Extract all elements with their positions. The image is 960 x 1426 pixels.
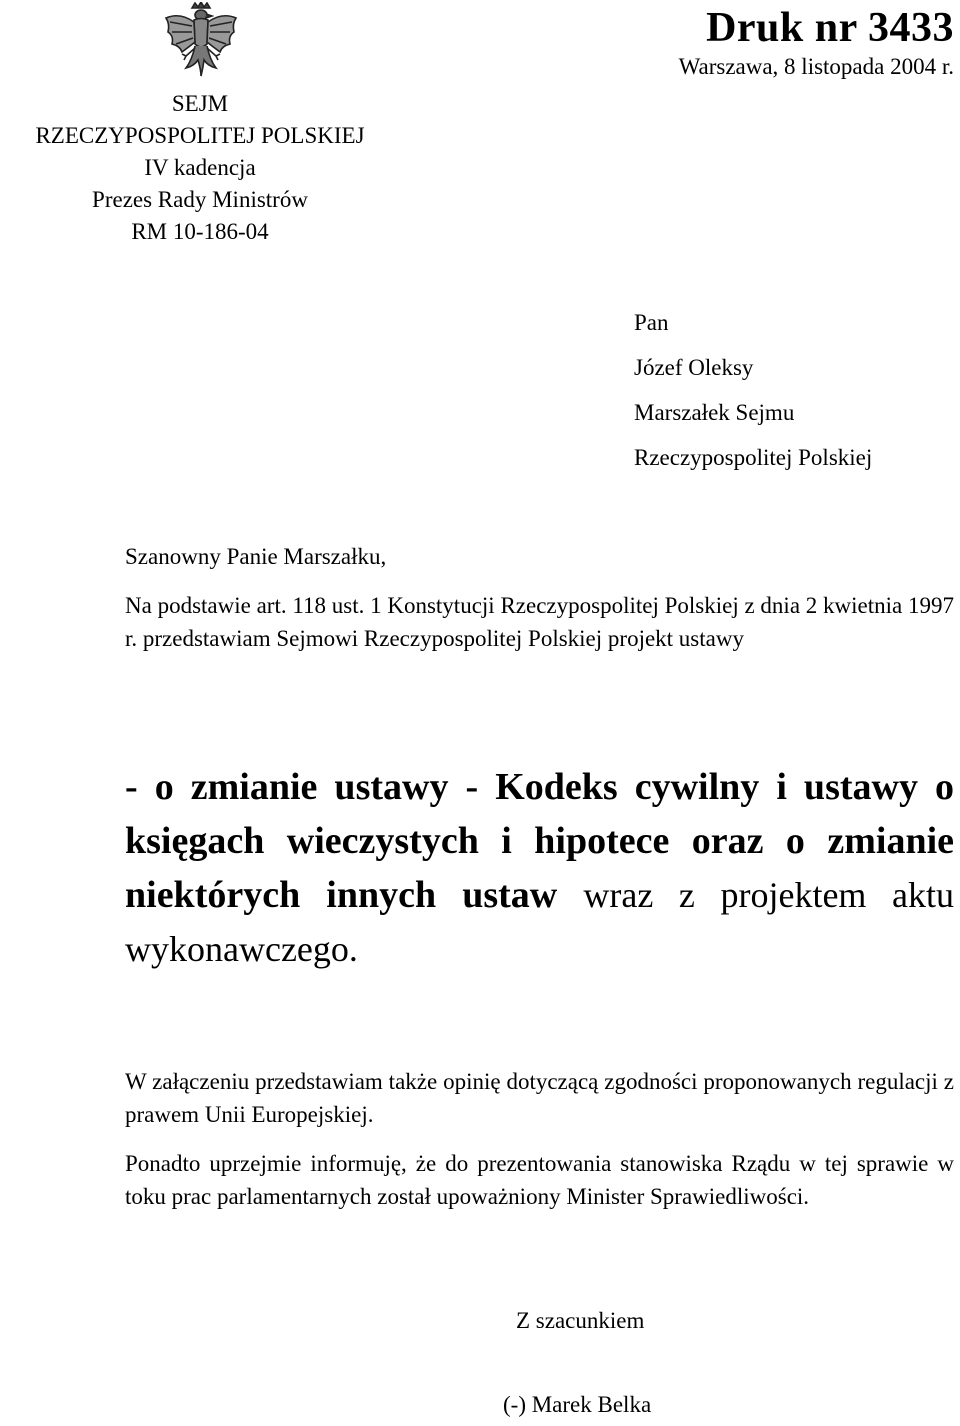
paragraph-intro-text: Na podstawie art. 118 ust. 1 Konstytucji Rzeczypospolitej Polskiej z dnia 2 kwietnia 1997 r. przedstawiam Sejmowi Rzeczypospolitej Polskiej projekt ustawy [125,593,954,651]
sender-line-prezes: Prezes Rady Ministrów [92,187,308,212]
sender-line-reference: RM 10-186-04 [131,219,269,244]
addressee-line: Rzeczypospolitej Polskiej [634,445,873,470]
polish-eagle-emblem-icon [162,2,240,82]
paragraph-attachment [36,1065,954,1131]
bill-title-bold: - o zmianie ustawy - Kodeks cywilny i ustawy o księgach wieczystych i hipotece oraz o zmianie niektórych innych ustaw [125,766,954,916]
sender-line-kadencja: IV kadencja [144,155,256,180]
paragraph-intro [36,589,954,655]
bill-title [125,760,954,976]
sender-header [0,88,400,248]
paragraph-representation-text: Ponadto uprzejmie informuję, że do prezentowania stanowiska Rządu w tej sprawie w toku prac parlamentarnych został upoważniony Minister Sprawiedliwości. [125,1151,954,1209]
document-date: Warszawa, 8 listopada 2004 r. [678,54,954,79]
signature: (-) Marek Belka [503,1392,652,1417]
addressee-line: Marszałek Sejmu [634,400,795,425]
sender-line-rzeczpospolita: RZECZYPOSPOLITEJ POLSKIEJ [35,123,365,148]
paragraph-attachment-text: W załączeniu przedstawiam także opinię dotyczącą zgodności proponowanych regulacji z prawem Unii Europejskiej. [125,1069,954,1127]
addressee-line: Józef Oleksy [634,355,754,380]
addressee-line: Pan [634,310,669,335]
bill-title-normal: wraz z projektem aktu wykonawczego. [125,875,955,969]
closing-phrase: Z szacunkiem [516,1308,645,1333]
print-number: Druk nr 3433 [706,5,954,51]
paragraph-representation [36,1147,954,1213]
greeting: Szanowny Panie Marszałku, [125,544,387,569]
sender-line-sejm: SEJM [171,91,229,116]
addressee-block [634,300,872,480]
